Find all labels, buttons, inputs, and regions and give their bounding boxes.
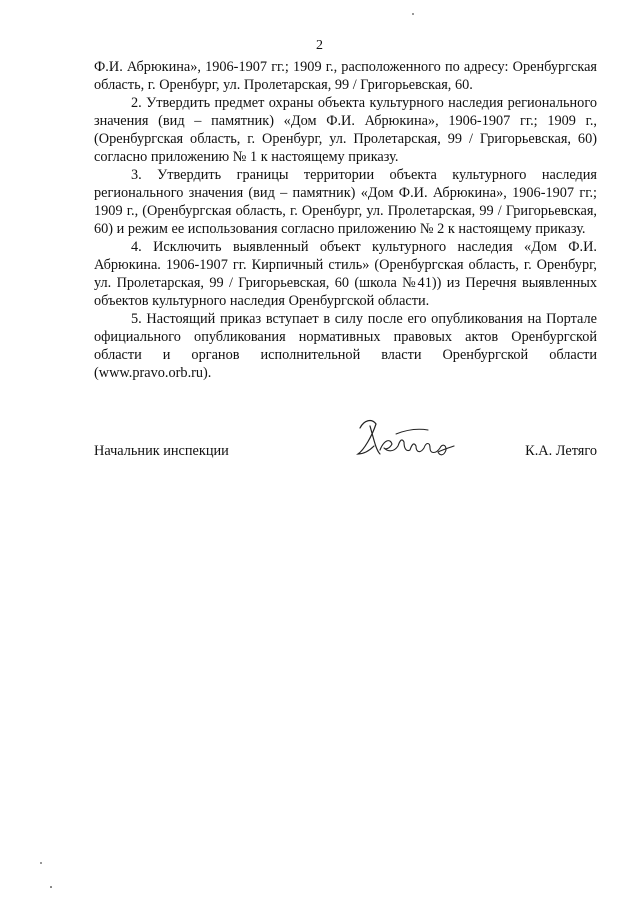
paragraph-item-4: 4. Исключить выявленный объект культурного наследия «Дом Ф.И. Абрюкина. 1906-1907 гг. Кирпичный стиль» (Оренбургская область, г. Оренбург, ул. Пролетарская, 99 / Григорьевская, 60 (школа №41)) из Перечня выявленных объектов культурного наследия Оренбургской области. [94,239,597,309]
scan-speck [40,862,42,864]
signature-block [94,440,597,464]
paragraph-item-2: 2. Утвердить предмет охраны объекта культурного наследия регионального значения (вид – памятник) «Дом Ф.И. Абрюкина», 1906-1907 гг.; 1909 г., (Оренбургская область, г. Оренбург, ул. Пролетарская, 99 / Григорьевская, 60) согласно приложению № 1 к настоящему приказу. [94,95,597,165]
paragraph-continuation: Ф.И. Абрюкина», 1906-1907 гг.; 1909 г., расположенного по адресу: Оренбургская область, г. Оренбург, ул. Пролетарская, 99 / Григорьевская, 60. [94,59,597,93]
paragraph-item-3: 3. Утвердить границы территории объекта культурного наследия регионального значения (вид – памятник) «Дом Ф.И. Абрюкина», 1906-1907 гг.; 1909 г., (Оренбургская область, г. Оренбург, ул. Пролетарская, 99 / Григорьевская, 60) и режим ее использования согласно приложению № 2 к настоящему приказу. [94,167,597,237]
signatory-name: К.А. Летяго [525,443,597,459]
signatory-position: Начальник инспекции [94,443,229,459]
paragraph-item-5: 5. Настоящий приказ вступает в силу после его опубликования на Портале официального опубликования нормативных правовых актов Оренбургской области и органов исполнительной власти Оренбургской области (www.pravo.orb.ru). [94,311,597,381]
document-body [94,58,597,382]
scan-speck [412,13,414,15]
scan-speck [50,886,52,888]
page-number: 2 [316,38,323,53]
